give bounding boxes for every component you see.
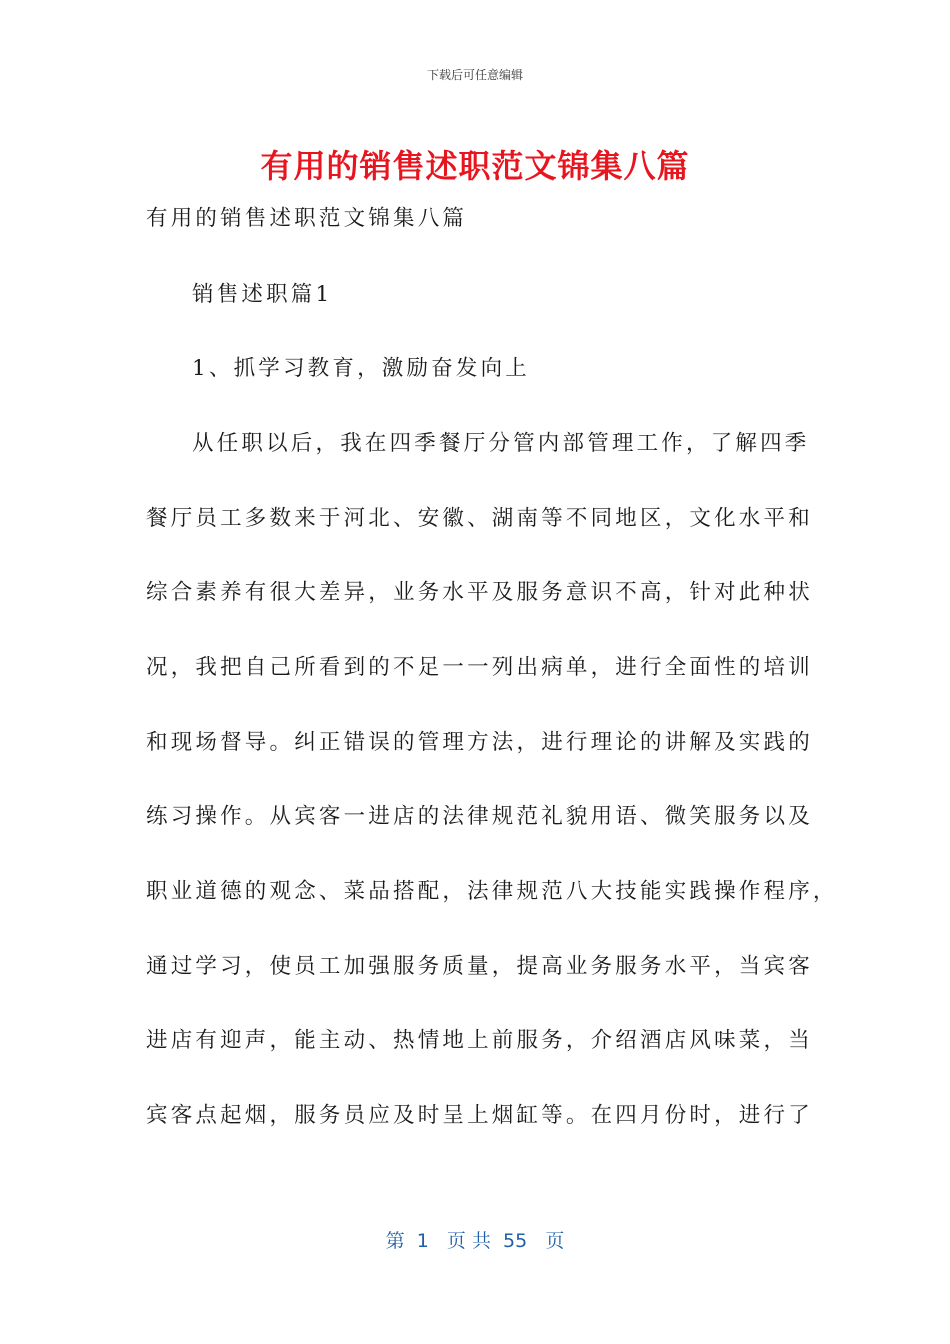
section-heading: 销售述职篇1 <box>192 282 333 307</box>
body-line: 进店有迎声，能主动、热情地上前服务，介绍酒店风味菜，当 <box>146 1028 813 1053</box>
body-line: 从任职以后，我在四季餐厅分管内部管理工作，了解四季 <box>192 431 810 456</box>
document-title: 有用的销售述职范文锦集八篇 <box>260 147 690 185</box>
body-line: 职业道德的观念、菜品搭配，法律规范八大技能实践操作程序， <box>146 879 838 904</box>
subtitle: 有用的销售述职范文锦集八篇 <box>146 206 468 231</box>
body-line: 综合素养有很大差异，业务水平及服务意识不高，针对此种状 <box>146 580 813 605</box>
body-line: 通过学习，使员工加强服务质量，提高业务服务水平，当宾客 <box>146 954 813 979</box>
page-footer: 第 1 页 共 55 页 <box>385 1230 565 1252</box>
body-line: 餐厅员工多数来于河北、安徽、湖南等不同地区，文化水平和 <box>146 506 813 531</box>
body-line: 练习操作。从宾客一进店的法律规范礼貌用语、微笑服务以及 <box>146 804 813 829</box>
body-line: 况，我把自己所看到的不足一一列出病单，进行全面性的培训 <box>146 655 813 680</box>
body-line: 宾客点起烟，服务员应及时呈上烟缸等。在四月份时，进行了 <box>146 1103 813 1128</box>
header-note: 下载后可任意编辑 <box>426 68 523 82</box>
item-heading: 1、抓学习教育，激励奋发向上 <box>192 356 530 381</box>
body-line: 和现场督导。纠正错误的管理方法，进行理论的讲解及实践的 <box>146 730 813 755</box>
